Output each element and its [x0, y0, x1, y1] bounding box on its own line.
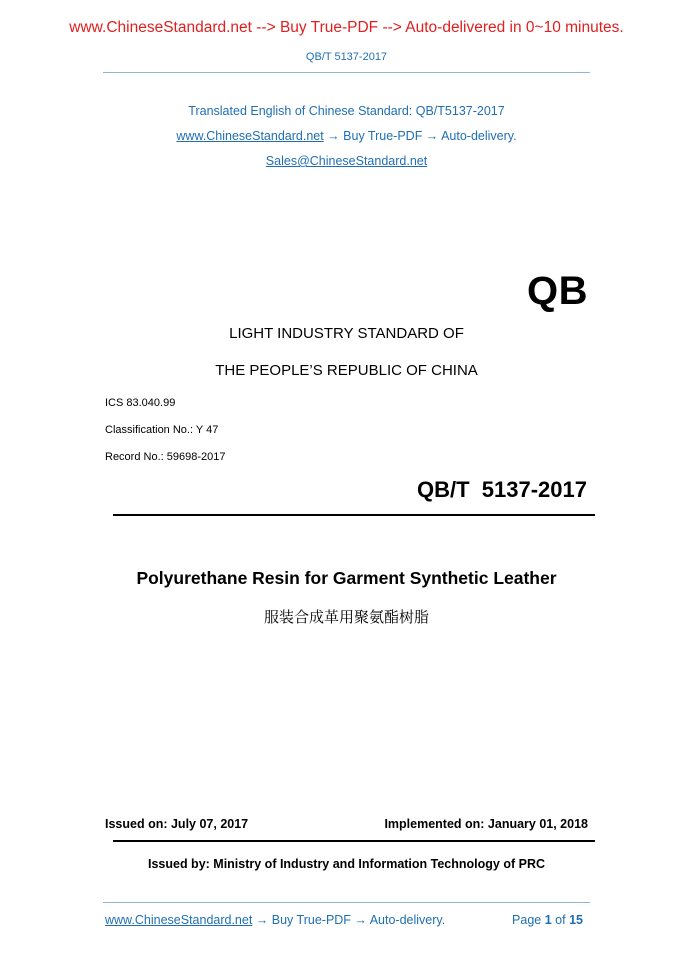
running-header-code: QB/T 5137-2017	[305, 51, 388, 63]
footer-site-link[interactable]: www.ChineseStandard.net	[105, 913, 253, 927]
dates-divider	[113, 840, 595, 842]
ics-number: ICS 83.040.99	[105, 397, 176, 409]
document-title-chinese: 服装合成革用聚氨酯树脂	[263, 608, 429, 626]
footer-site-line	[105, 913, 445, 927]
footer-site-suffix: → Buy True-PDF → Auto-delivery.	[252, 913, 446, 927]
code-divider	[113, 514, 595, 516]
page-number: 1	[544, 913, 552, 927]
sales-email-link[interactable]: Sales@ChineseStandard.net	[265, 154, 428, 168]
page-indicator	[512, 913, 583, 927]
standard-code: QB/T 5137-2017	[417, 477, 587, 502]
standard-category-line1: LIGHT INDUSTRY STANDARD OF	[229, 325, 464, 342]
classification-number: Classification No.: Y 47	[105, 424, 219, 436]
site-link[interactable]: www.ChineseStandard.net	[176, 129, 324, 143]
translation-note: Translated English of Chinese Standard: QB/T5137-2017	[188, 104, 505, 118]
site-link-suffix: → Buy True-PDF → Auto-delivery.	[323, 129, 517, 143]
footer-divider	[103, 902, 590, 903]
issued-date: Issued on: July 07, 2017	[105, 817, 249, 831]
standard-mark: QB	[527, 269, 588, 313]
page-total: 15	[569, 913, 583, 927]
implemented-date: Implemented on: January 01, 2018	[384, 817, 588, 831]
document-title-english: Polyurethane Resin for Garment Synthetic Leather	[136, 568, 557, 588]
standard-category-line2: THE PEOPLE’S REPUBLIC OF CHINA	[215, 362, 478, 379]
page-label: Page	[512, 913, 542, 927]
issuer: Issued by: Ministry of Industry and Information Technology of PRC	[147, 857, 545, 871]
of-label: of	[555, 913, 566, 927]
header-divider	[103, 72, 590, 73]
top-banner[interactable]: www.ChineseStandard.net --> Buy True-PDF --> Auto-delivered in 0~10 minutes.	[69, 19, 624, 36]
translation-site-line	[0, 129, 693, 143]
record-number: Record No.: 59698-2017	[105, 451, 226, 463]
email-line	[0, 154, 693, 168]
